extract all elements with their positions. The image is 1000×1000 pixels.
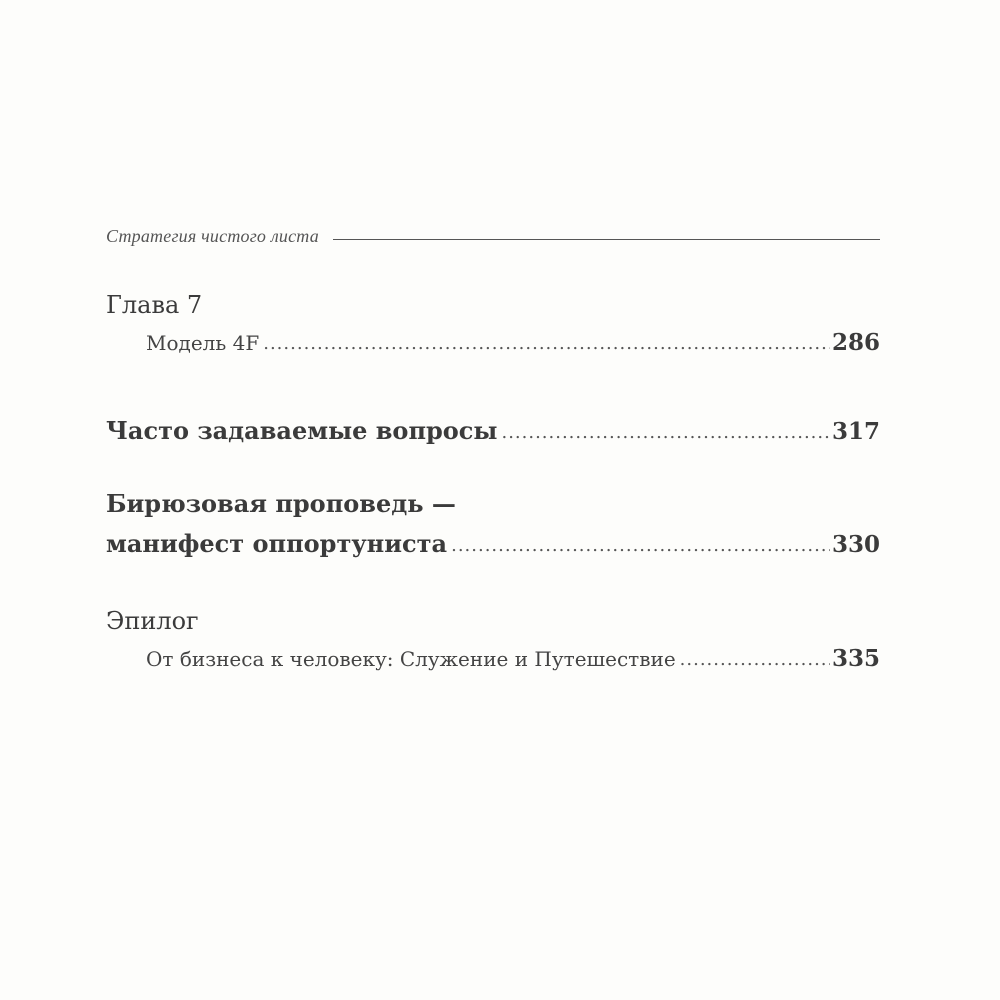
toc-page-number: 317 — [831, 418, 880, 445]
dot-leader — [501, 416, 830, 450]
dot-leader — [451, 529, 830, 563]
dot-leader — [680, 643, 830, 677]
toc-entry-model-4f[interactable] — [106, 326, 880, 362]
toc-entry-label-line1: Бирюзовая проповедь — — [106, 489, 456, 518]
toc-page-number: 335 — [831, 645, 880, 672]
toc-entry-label-line2: манифест оппортуниста — [106, 529, 448, 558]
dot-leader — [263, 327, 830, 361]
toc-group-epilog — [106, 604, 880, 678]
chapter-heading: Глава 7 — [106, 291, 203, 319]
toc-page-number: 286 — [831, 329, 880, 356]
toc-entry-from-business-to-human[interactable] — [106, 642, 880, 678]
toc-entry-faq[interactable] — [106, 414, 880, 451]
running-head-title: Стратегия чистого листа — [106, 226, 319, 246]
epilog-heading: Эпилог — [106, 607, 199, 635]
toc-group-sermon[interactable] — [106, 487, 880, 564]
toc-entry-label: От бизнеса к человеку: Служение и Путешествие — [146, 647, 676, 671]
toc-group-faq — [106, 414, 880, 451]
toc-entry-label: Модель 4F — [146, 331, 260, 355]
toc-group-chapter-7 — [106, 288, 880, 362]
running-head-rule — [333, 239, 880, 240]
toc-entry-label: Часто задаваемые вопросы — [106, 416, 498, 445]
toc-page-number: 330 — [831, 531, 880, 558]
running-head — [106, 226, 880, 247]
toc-entry-sermon — [106, 527, 880, 564]
